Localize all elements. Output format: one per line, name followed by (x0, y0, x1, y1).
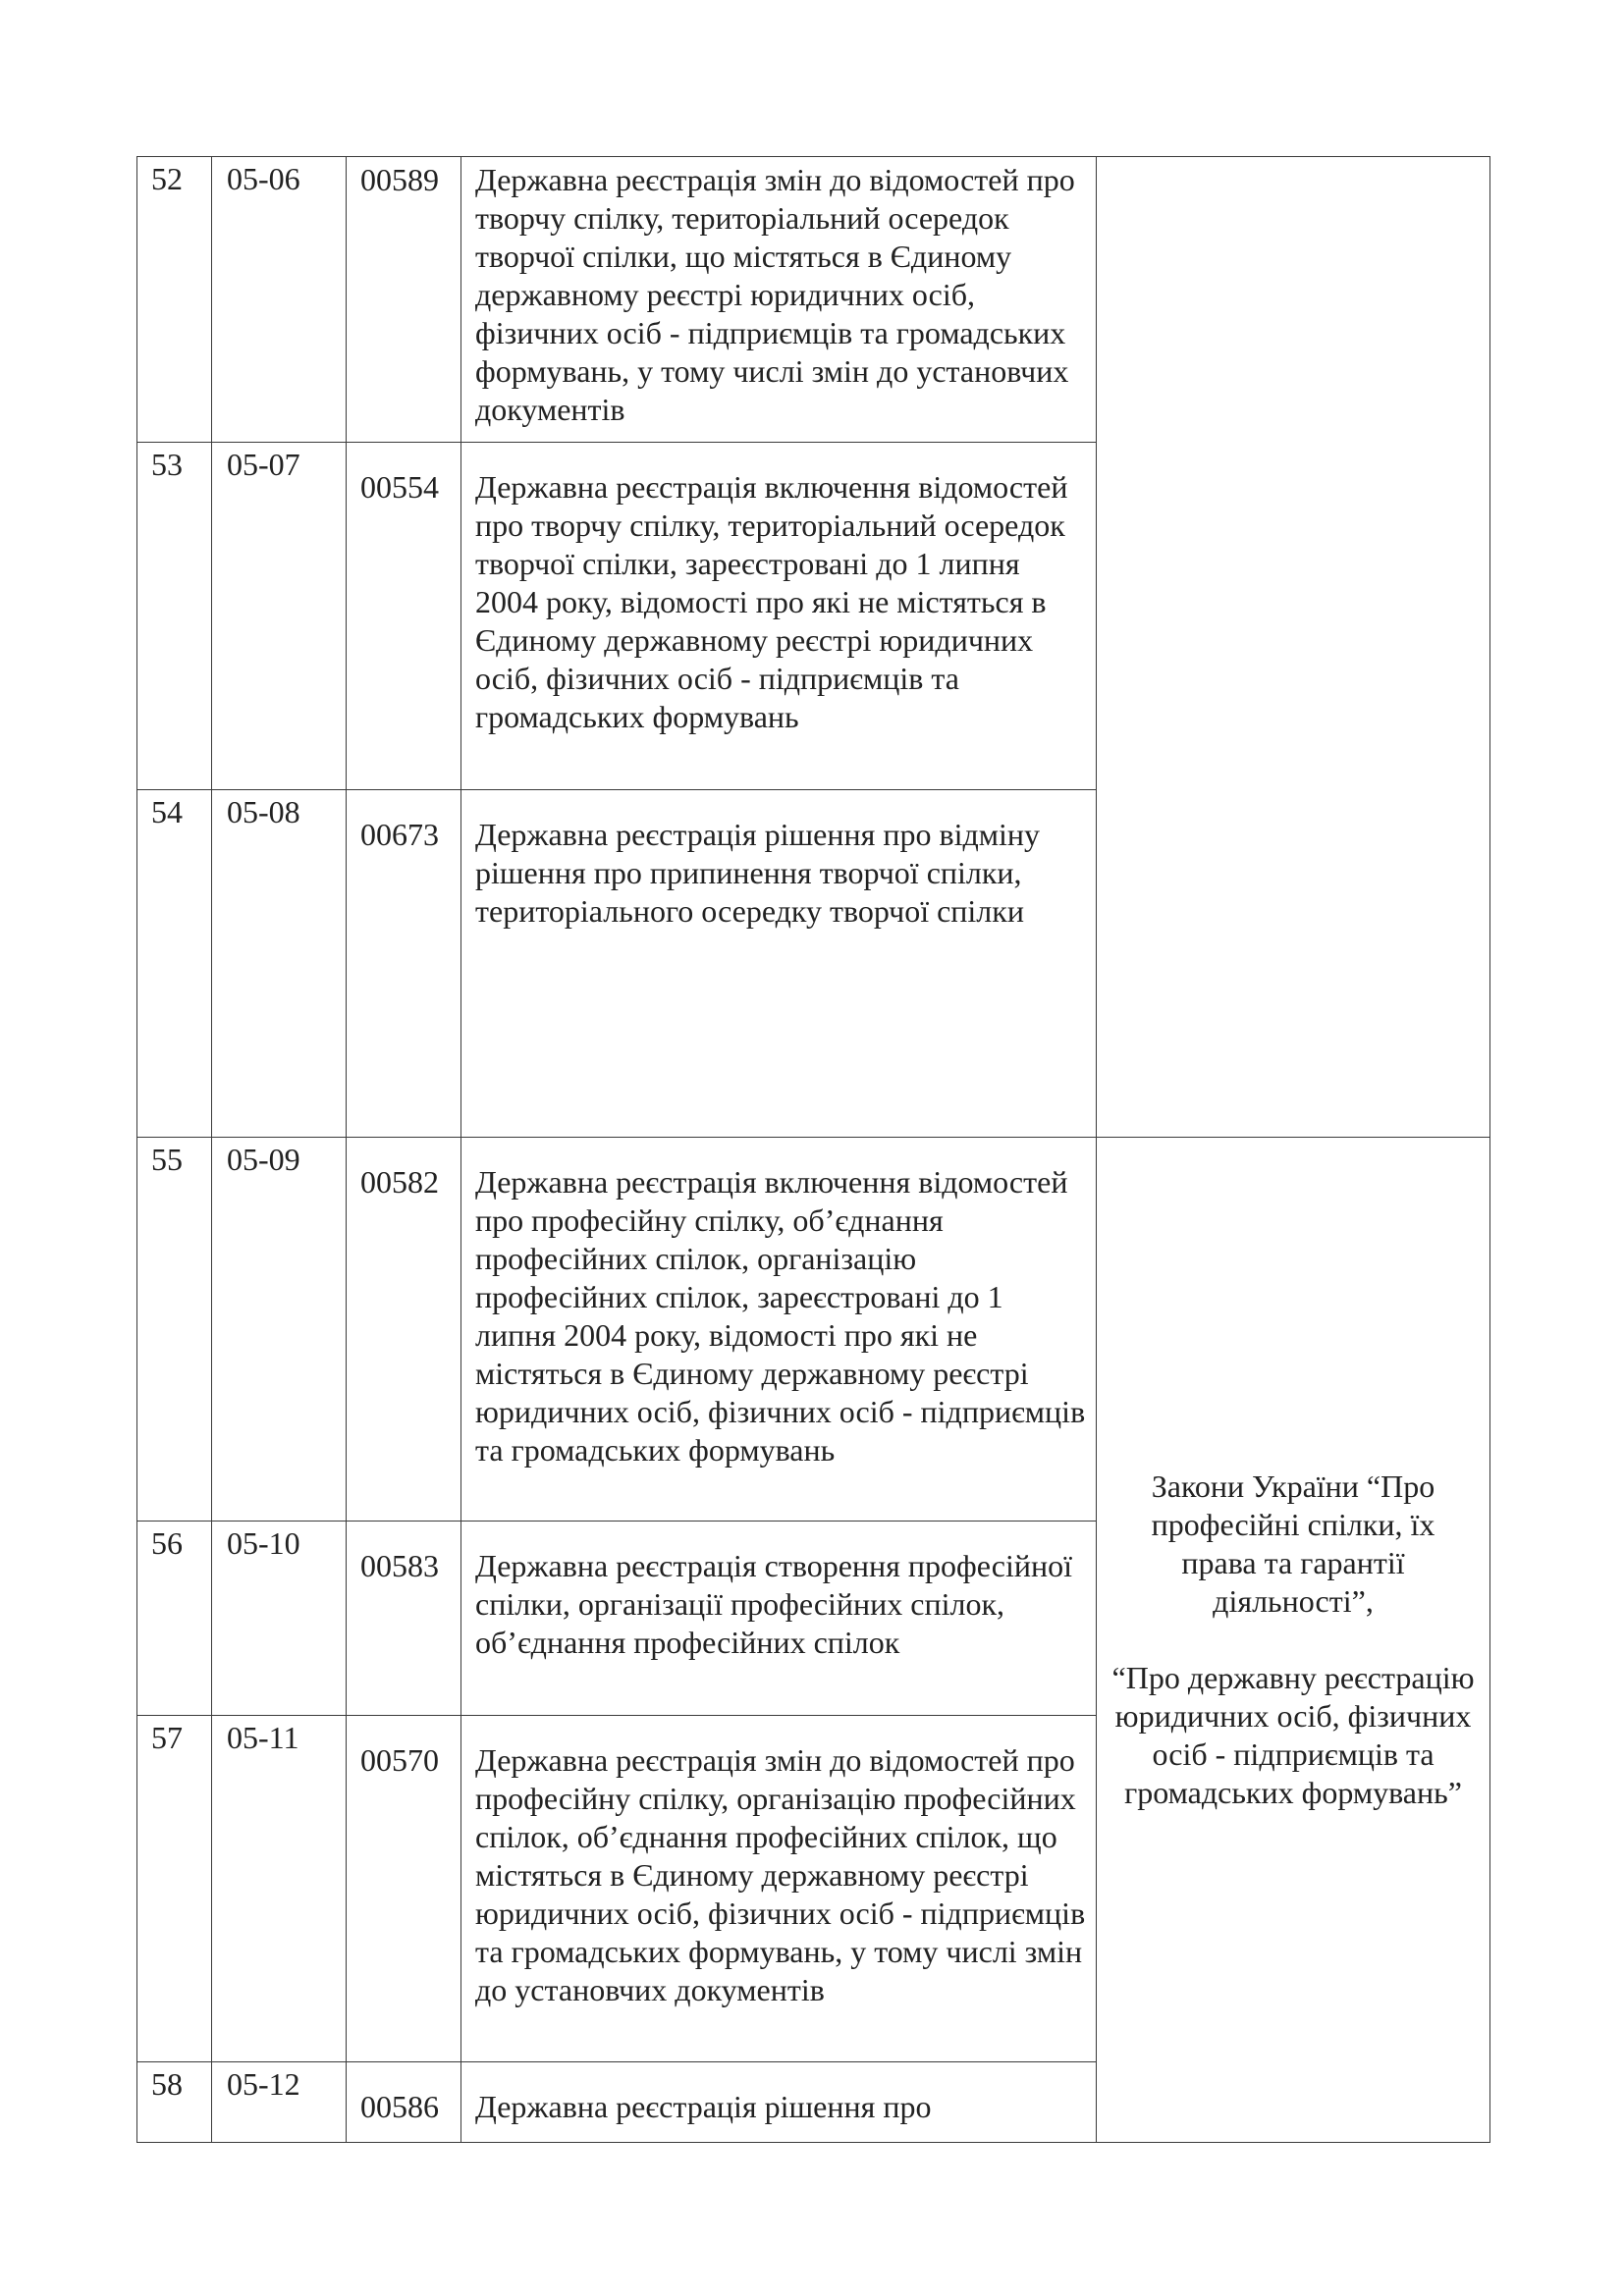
service-name: Державна реєстрація включення відомостей про професійну спілку, об’єднання професійних спілок, організацію професійних спілок, зареєстровані до 1 липня 2004 року, відомості про які не містяться в Єдиному державному реєстрі юридичних осіб, фізичних осіб - підприємців та громадських формувань (461, 1138, 1097, 1522)
table-row (137, 1138, 1490, 1522)
services-table (136, 156, 1490, 2143)
legal-basis-cell-empty (1097, 157, 1490, 1138)
service-code: 05-09 (212, 1138, 347, 1522)
service-id: 00554 (347, 443, 461, 790)
service-code: 05-12 (212, 2062, 347, 2143)
row-number: 57 (137, 1716, 212, 2062)
row-number: 54 (137, 790, 212, 1138)
legal-basis-spacer (1110, 1621, 1476, 1659)
row-number: 52 (137, 157, 212, 443)
service-name: Державна реєстрація рішення про відміну рішення про припинення творчої спілки, територіального осередку творчої спілки (461, 790, 1097, 1138)
service-name: Державна реєстрація змін до відомостей про професійну спілку, організацію професійних спілок, об’єднання професійних спілок, що містяться в Єдиному державному реєстрі юридичних осіб, фізичних осіб - підприємців та громадських формувань, у тому числі змін до установчих документів (461, 1716, 1097, 2062)
service-id: 00589 (347, 157, 461, 443)
service-code: 05-07 (212, 443, 347, 790)
service-code: 05-06 (212, 157, 347, 443)
service-code: 05-08 (212, 790, 347, 1138)
legal-basis-law-2: “Про державну реєстрацію юридичних осіб, фізичних осіб - підприємців та громадських формувань” (1111, 1660, 1475, 1810)
row-number: 58 (137, 2062, 212, 2143)
row-number: 55 (137, 1138, 212, 1522)
service-id: 00582 (347, 1138, 461, 1522)
legal-basis-cell (1097, 1138, 1490, 2143)
service-code: 05-11 (212, 1716, 347, 2062)
service-id: 00583 (347, 1522, 461, 1716)
service-id: 00586 (347, 2062, 461, 2143)
service-id: 00570 (347, 1716, 461, 2062)
row-number: 56 (137, 1522, 212, 1716)
legal-basis-law-1: Закони України “Про професійні спілки, їх права та гарантії діяльності”, (1151, 1468, 1435, 1619)
service-id: 00673 (347, 790, 461, 1138)
service-name: Державна реєстрація створення професійної спілки, організації професійних спілок, об’єднання професійних спілок (461, 1522, 1097, 1716)
service-name: Державна реєстрація рішення про (461, 2062, 1097, 2143)
service-name: Державна реєстрація включення відомостей про творчу спілку, територіальний осередок творчої спілки, зареєстровані до 1 липня 2004 року, відомості про які не містяться в Єдиному державному реєстрі юридичних осіб, фізичних осіб - підприємців та громадських формувань (461, 443, 1097, 790)
service-name: Державна реєстрація змін до відомостей про творчу спілку, територіальний осередок творчої спілки, що містяться в Єдиному державному реєстрі юридичних осіб, фізичних осіб - підприємців та громадських формувань, у тому числі змін до установчих документів (461, 157, 1097, 443)
row-number: 53 (137, 443, 212, 790)
table-row (137, 157, 1490, 443)
service-code: 05-10 (212, 1522, 347, 1716)
